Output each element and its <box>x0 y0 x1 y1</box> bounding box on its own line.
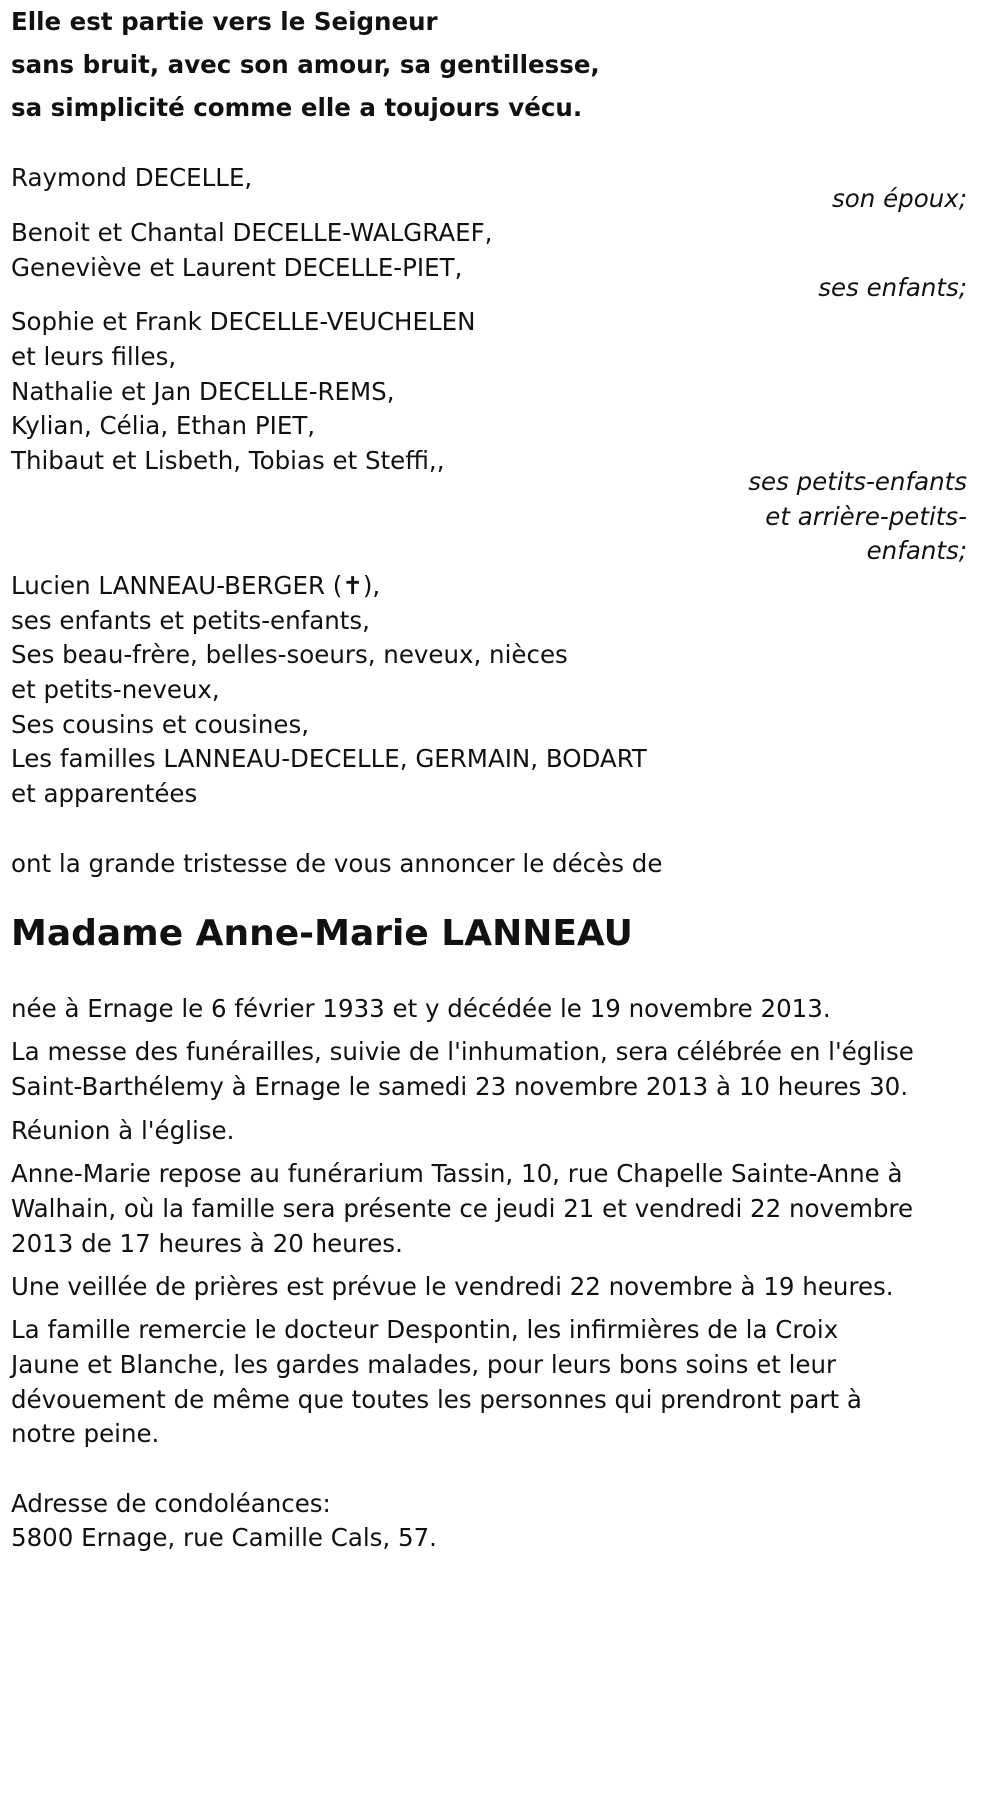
detail-line: dévouement de même que toutes les personnes qui prendront part à <box>11 1385 862 1414</box>
grandchild-name: Sophie et Frank DECELLE-VEUCHELEN <box>11 307 476 336</box>
detail-line: La famille remercie le docteur Despontin, les infirmières de la Croix <box>11 1315 839 1344</box>
relation-children: ses enfants; <box>818 273 967 302</box>
relation-grandchildren: ses petits-enfants <box>748 467 967 496</box>
detail-line: notre peine. <box>11 1419 160 1448</box>
relation-spouse: son époux; <box>832 184 967 213</box>
detail-line: Réunion à l'église. <box>11 1116 235 1145</box>
detail-line: 2013 de 17 heures à 20 heures. <box>11 1229 403 1258</box>
intro-line: sa simplicité comme elle a toujours vécu. <box>11 93 583 122</box>
condolences-label: Adresse de condoléances: <box>11 1489 331 1518</box>
condolences-address: 5800 Ernage, rue Camille Cals, 57. <box>11 1523 437 1552</box>
detail-line: Saint-Barthélemy à Ernage le samedi 23 novembre 2013 à 10 heures 30. <box>11 1072 909 1101</box>
detail-line: née à Ernage le 6 février 1933 et y décédée le 19 novembre 2013. <box>11 994 831 1023</box>
detail-line: La messe des funérailles, suivie de l'inhumation, sera célébrée en l'église <box>11 1037 914 1066</box>
grandchild-name: Kylian, Célia, Ethan PIET, <box>11 411 316 440</box>
announcement-text: ont la grande tristesse de vous annoncer le décès de <box>11 849 663 878</box>
relation-grandchildren: enfants; <box>866 536 967 565</box>
child-name: Benoit et Chantal DECELLE-WALGRAEF, <box>11 218 493 247</box>
relative-line: Ses cousins et cousines, <box>11 710 309 739</box>
spouse-name: Raymond DECELLE, <box>11 163 253 192</box>
relative-line: et petits-neveux, <box>11 675 220 704</box>
grandchild-name: Thibaut et Lisbeth, Tobias et Steffi,, <box>11 446 445 475</box>
relative-line: Ses beau-frère, belles-soeurs, neveux, nièces <box>11 640 568 669</box>
detail-line: Une veillée de prières est prévue le vendredi 22 novembre à 19 heures. <box>11 1272 894 1301</box>
intro-line: sans bruit, avec son amour, sa gentillesse, <box>11 50 600 79</box>
relative-line: ses enfants et petits-enfants, <box>11 606 370 635</box>
grandchild-name: Nathalie et Jan DECELLE-REMS, <box>11 377 395 406</box>
child-name: Geneviève et Laurent DECELLE-PIET, <box>11 253 463 282</box>
detail-line: Jaune et Blanche, les gardes malades, pour leurs bons soins et leur <box>11 1350 837 1379</box>
detail-line: Anne-Marie repose au funérarium Tassin, 10, rue Chapelle Sainte-Anne à <box>11 1159 903 1188</box>
relative-line: Les familles LANNEAU-DECELLE, GERMAIN, BODART <box>11 744 647 773</box>
intro-line: Elle est partie vers le Seigneur <box>11 7 438 36</box>
deceased-name: Madame Anne-Marie LANNEAU <box>11 913 633 954</box>
detail-line: Walhain, où la famille sera présente ce jeudi 21 et vendredi 22 novembre <box>11 1194 914 1223</box>
relation-grandchildren: et arrière-petits- <box>765 502 967 531</box>
grandchild-name: et leurs filles, <box>11 342 177 371</box>
relative-line: et apparentées <box>11 779 198 808</box>
relative-line: Lucien LANNEAU-BERGER (✝), <box>11 571 381 600</box>
